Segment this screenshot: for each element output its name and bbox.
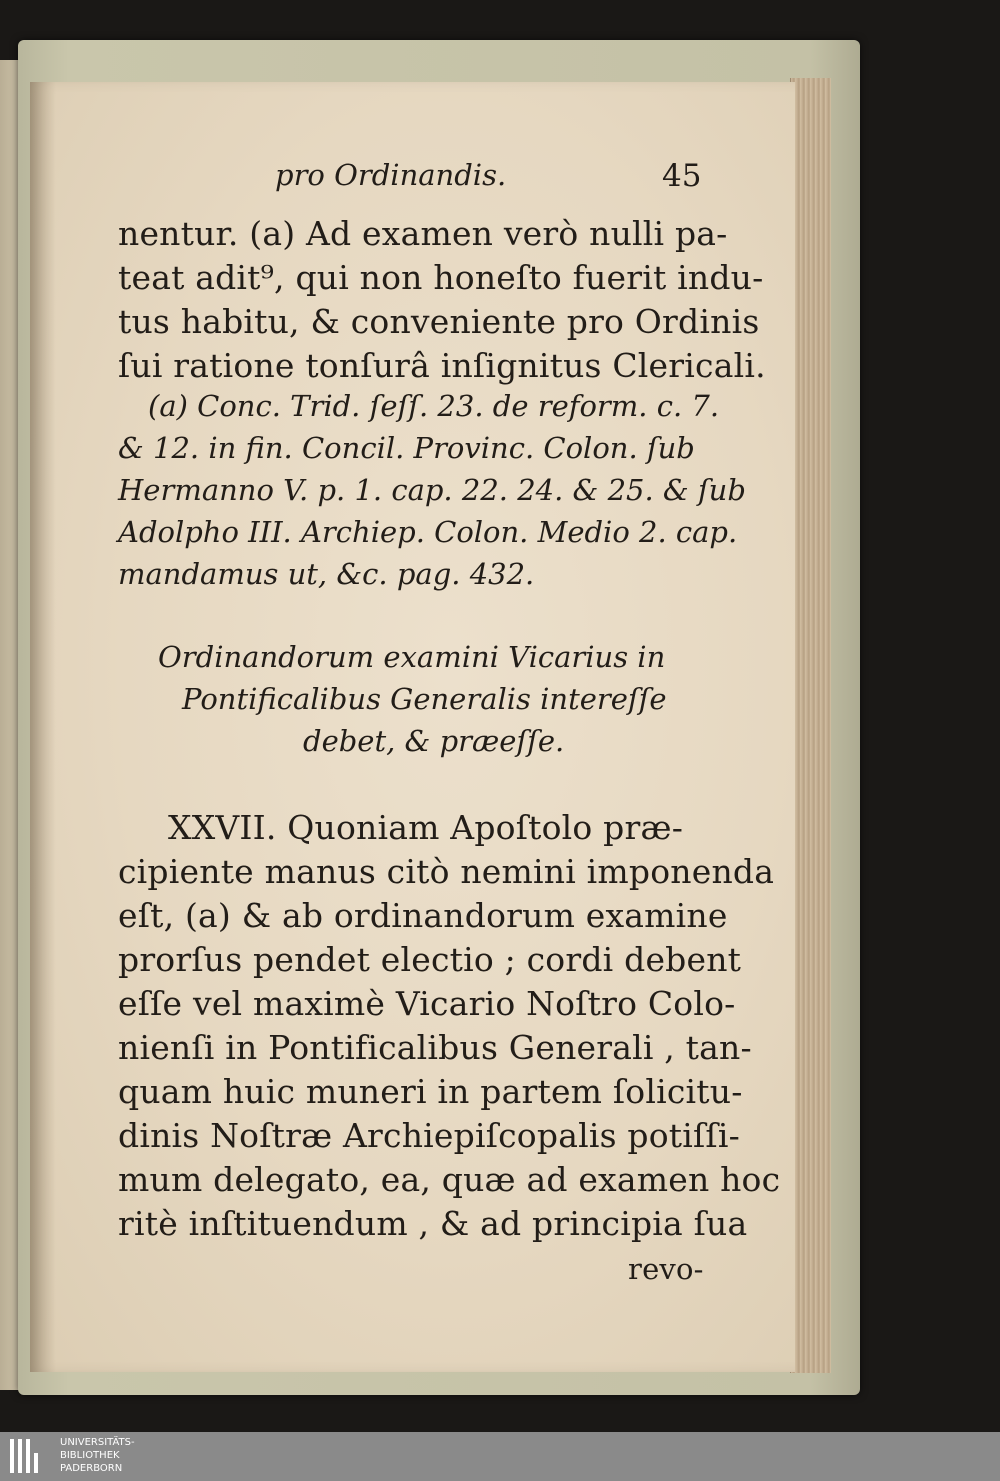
body-line: nentur. (a) Ad examen verò nulli pa-	[118, 214, 728, 253]
logo-line: BIBLIOTHEK	[60, 1450, 120, 1461]
catchword: revo-	[628, 1252, 704, 1286]
section-heading: Ordinandorum examini Vicarius in	[158, 640, 666, 674]
library-logo-bar	[0, 1432, 1000, 1481]
paragraph-line: XXVII. Quoniam Apoſtolo præ-	[168, 808, 684, 847]
running-head: pro Ordinandis.	[275, 158, 507, 192]
paragraph-line: quam huic muneri in partem ſolicitu-	[118, 1072, 743, 1111]
page-gutter-shadow	[30, 82, 56, 1372]
paragraph-line: dinis Noſtræ Archiepiſcopalis potiſſi-	[118, 1116, 740, 1155]
body-line: tus habitu, & conveniente pro Ordinis	[118, 302, 760, 341]
page-number: 45	[662, 158, 702, 194]
body-line: ſui ratione tonſurâ inſignitus Clericali.	[118, 346, 766, 385]
paragraph-line: eſt, (a) & ab ordinandorum examine	[118, 896, 728, 935]
footnote-line: & 12. in fin. Concil. Provinc. Colon. ſub	[118, 431, 695, 465]
library-logo-icon	[10, 1439, 50, 1475]
paragraph-line: nienſi in Pontificalibus Generali , tan-	[118, 1028, 752, 1067]
section-heading: debet, & præeſſe.	[303, 724, 565, 758]
page-fore-edge	[790, 78, 831, 1373]
paragraph-line: prorſus pendet electio ; cordi debent	[118, 940, 742, 979]
paragraph-line: ritè inſtituendum , & ad principia ſua	[118, 1204, 748, 1243]
logo-line: UNIVERSITÄTS-	[60, 1437, 135, 1448]
library-logo-text	[60, 1436, 135, 1475]
footnote-line: Hermanno V. p. 1. cap. 22. 24. & 25. & ſub	[118, 473, 746, 507]
footnote-line: Adolpho III. Archiep. Colon. Medio 2. cap.	[118, 515, 738, 549]
footnote-line: (a) Conc. Trid. ſeſſ. 23. de reform. c. 7.	[148, 389, 720, 423]
footnote-line: mandamus ut, &c. pag. 432.	[118, 557, 535, 591]
section-heading: Pontificalibus Generalis intereſſe	[182, 682, 667, 716]
logo-line: PADERBORN	[60, 1463, 123, 1474]
paragraph-line: mum delegato, ea, quæ ad examen hoc	[118, 1160, 781, 1199]
paragraph-line: eſſe vel maximè Vicario Noſtro Colo-	[118, 984, 736, 1023]
body-line: teat adit⁹, qui non honeſto fuerit indu-	[118, 258, 764, 297]
paragraph-line: cipiente manus citò nemini imponenda	[118, 852, 775, 891]
